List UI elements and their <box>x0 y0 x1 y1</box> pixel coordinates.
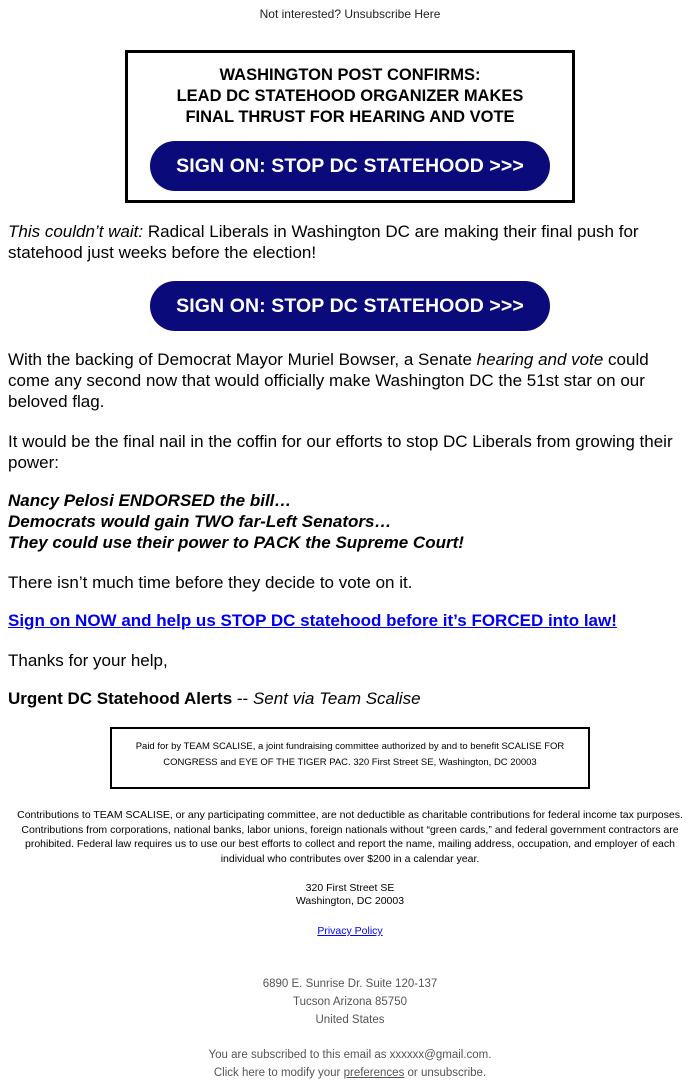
intro-lead: This couldn’t wait: <box>8 222 144 241</box>
thanks-text: Thanks for your help, <box>8 651 168 670</box>
paid-for-text: Paid for by TEAM SCALISE, a joint fundraising committee authorized by and to benefit SCALISE FOR CONGRESS and EYE OF THE TIGER PAC. 320 First Street SE, Washington, DC 20003 <box>135 741 565 768</box>
address-line: Tucson Arizona 85750 <box>292 996 407 1008</box>
signature <box>8 688 692 709</box>
modify-preferences-row[interactable] <box>0 1064 700 1082</box>
top-unsubscribe-link[interactable] <box>0 7 700 21</box>
preferences-link[interactable]: preferences <box>343 1067 405 1079</box>
paid-for-disclaimer-box <box>110 727 590 789</box>
headline-box <box>125 50 575 203</box>
headline-line-1: WASHINGTON POST CONFIRMS: <box>219 66 481 84</box>
backing-italic: hearing and vote <box>476 350 604 369</box>
backing-text-a: With the backing of Democrat Mayor Muriel Bowser, a Senate <box>8 350 477 369</box>
sign-on-link-paragraph <box>8 610 692 631</box>
bullet-item: They could use their power to PACK the Supreme Court! <box>8 533 464 552</box>
subscribed-email-text: You are subscribed to this email as xxxxxx@gmail.com. <box>208 1049 492 1061</box>
bullet-item: Democrats would gain TWO far-Left Senators… <box>8 512 392 531</box>
unsubscribe-text-bottom[interactable]: or unsubscribe. <box>404 1067 487 1079</box>
backing-text-b: could come any second now that would officially make Washington DC the 51st star on our beloved flag. <box>8 350 649 411</box>
signature-sender: Sent via Team Scalise <box>252 689 421 708</box>
headline-text <box>128 65 572 128</box>
sign-on-now-link[interactable]: Sign on NOW and help us STOP DC statehood before it’s FORCED into law! <box>8 611 617 630</box>
address-line: 6890 E. Sunrise Dr. Suite 120-137 <box>262 978 438 990</box>
signature-name: Urgent DC Statehood Alerts <box>8 689 233 708</box>
intro-paragraph <box>8 221 692 263</box>
bullet-item: Nancy Pelosi ENDORSED the bill… <box>8 491 292 510</box>
privacy-policy-row <box>0 924 700 939</box>
headline-line-2: LEAD DC STATEHOOD ORGANIZER MAKES <box>176 87 524 105</box>
address-line: United States <box>315 1014 385 1026</box>
signature-separator: -- <box>232 689 253 708</box>
privacy-policy-link[interactable]: Privacy Policy <box>317 925 383 937</box>
sign-on-button-top[interactable]: SIGN ON: STOP DC STATEHOOD >>> <box>150 141 550 191</box>
address-line: Washington, DC 20003 <box>295 894 405 907</box>
final-nail-paragraph: It would be the final nail in the coffin for our efforts to stop DC Liberals from growing their power: <box>8 432 673 472</box>
backing-paragraph <box>8 349 692 412</box>
unsubscribe-text[interactable]: Not interested? Unsubscribe Here <box>259 7 441 21</box>
bullet-list <box>8 490 692 553</box>
modify-pre-text[interactable]: Click here to modify your <box>213 1067 344 1079</box>
subscription-info <box>0 1046 700 1082</box>
sign-on-button-middle[interactable]: SIGN ON: STOP DC STATEHOOD >>> <box>150 281 550 331</box>
headline-line-3: FINAL THRUST FOR HEARING AND VOTE <box>185 108 515 126</box>
mailing-address <box>0 975 700 1029</box>
contributions-disclaimer: Contributions to TEAM SCALISE, or any participating committee, are not deductible as charitable contributions for federal income tax purposes. Contributions from corporations, national banks, labor unions, foreign nationals without “green cards,” and federal government contractors are prohibited. Federal law requires us to use our best efforts to collect and report the name, mailing address, occupation, and employer of each individual who contributes over $200 in a calendar year. <box>17 809 683 865</box>
time-paragraph: There isn’t much time before they decide to vote on it. <box>8 573 413 592</box>
committee-address <box>0 882 700 907</box>
intro-text: Radical Liberals in Washington DC are making their final push for statehood just weeks before the election! <box>8 222 639 262</box>
address-line: 320 First Street SE <box>305 882 395 894</box>
